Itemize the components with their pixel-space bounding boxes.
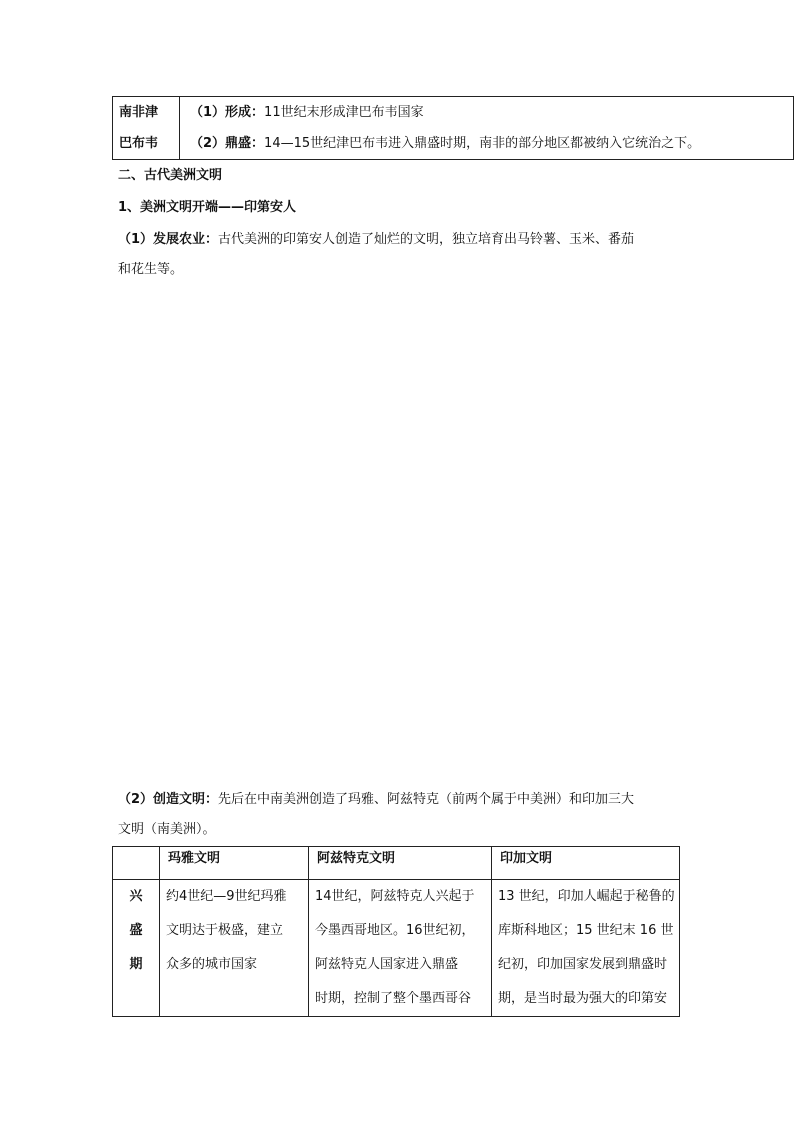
aztec-cell — [309, 880, 492, 1017]
item-label: （1）形成： — [190, 105, 265, 120]
item-label: （2）鼎盛： — [190, 136, 265, 151]
formation-item — [180, 97, 793, 128]
item-text: 11世纪末形成津巴布韦国家 — [264, 105, 424, 120]
zimbabwe-row-header — [113, 97, 180, 160]
cell-line: 13 世纪，印加人崛起于秘鲁的 — [498, 889, 675, 904]
paragraph-label: （1）发展农业： — [118, 232, 219, 247]
row-header-char: 期 — [129, 957, 143, 972]
cell-line: 期，是当时最为强大的印第安 — [498, 991, 668, 1006]
subsection-title: 1、美洲文明开端——印第安人 — [118, 200, 297, 215]
paragraph-agriculture-cont: 和花生等。 — [118, 262, 184, 277]
row-header-prosperity — [113, 880, 160, 1017]
peak-item — [180, 128, 793, 159]
item-text: 14—15世纪津巴布韦进入鼎盛时期，南非的部分地区都被纳入它统治之下。 — [264, 136, 701, 151]
cell-line: 文明达于极盛，建立 — [166, 923, 284, 938]
cell-line: 约4世纪—9世纪玛雅 — [166, 889, 287, 904]
paragraph-civilization-cont: 文明（南美洲）。 — [118, 822, 216, 837]
cell-line: 今墨西哥地区。16世纪初， — [315, 923, 475, 938]
zimbabwe-content — [180, 97, 794, 160]
paragraph-text: 先后在中南美洲创造了玛雅、阿兹特克（前两个属于中美洲）和印加三大 — [218, 792, 635, 807]
cell-line: 14世纪，阿兹特克人兴起于 — [315, 889, 475, 904]
maya-cell — [160, 880, 309, 1017]
header-empty — [113, 847, 160, 880]
inca-cell — [492, 880, 680, 1017]
row-header-char: 兴 — [129, 889, 143, 904]
paragraph-text: 古代美洲的印第安人创造了灿烂的文明，独立培育出马铃薯、玉米、番茄 — [218, 232, 635, 247]
zimbabwe-table — [112, 96, 794, 160]
cell-line: 纪初，印加国家发展到鼎盛时 — [498, 957, 668, 972]
row-header-line: 南非津 — [119, 105, 159, 120]
paragraph-civilization — [118, 790, 634, 810]
row-header-line: 巴布韦 — [119, 136, 159, 151]
cell-line: 阿兹特克人国家进入鼎盛 — [315, 957, 459, 972]
cell-line: 库斯科地区；15 世纪末 16 世 — [498, 923, 674, 938]
paragraph-agriculture — [118, 230, 634, 250]
paragraph-label: （2）创造文明： — [118, 792, 219, 807]
section-title: 二、古代美洲文明 — [118, 168, 223, 183]
header-inca: 印加文明 — [492, 847, 680, 880]
cell-line: 众多的城市国家 — [166, 957, 258, 972]
cell-line: 时期，控制了整个墨西哥谷 — [315, 991, 472, 1006]
row-header-char: 盛 — [129, 923, 143, 938]
header-maya: 玛雅文明 — [160, 847, 309, 880]
header-aztec: 阿兹特克文明 — [309, 847, 492, 880]
civilizations-table — [112, 846, 680, 1017]
